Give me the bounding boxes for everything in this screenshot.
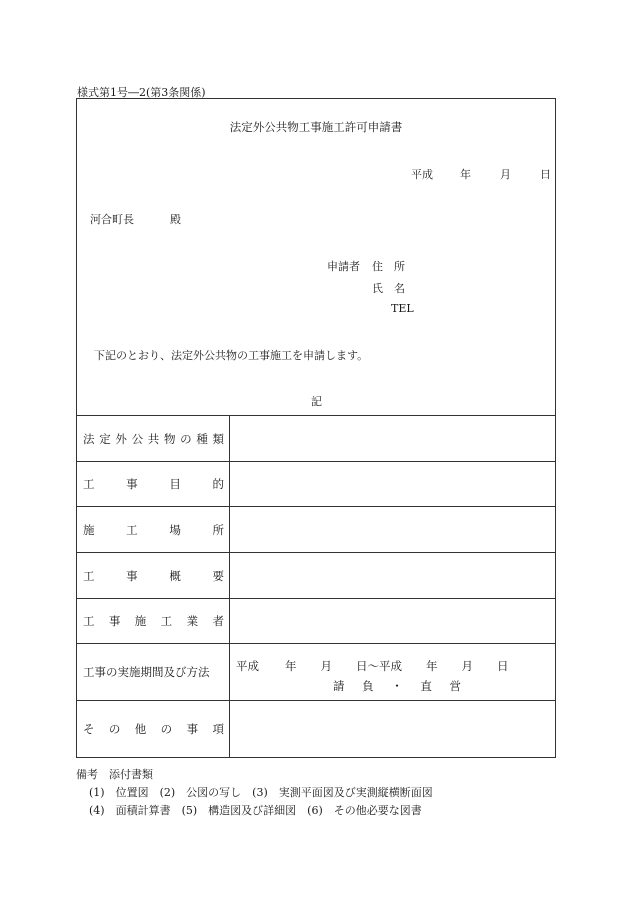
label-char: 項 [212,721,224,736]
method-char: ・ [391,679,403,693]
label-char: の [180,431,192,446]
ki-heading: 記 [311,395,322,408]
label-char: 施 [83,522,95,537]
label-char: 他 [134,721,147,736]
period-start-year: 年 [285,659,297,673]
label-char: 工 [160,614,173,628]
label-char: 概 [169,568,181,583]
period-end-year: 年 [426,659,438,673]
label-char: 所 [212,522,224,537]
label-char: 物 [163,431,176,446]
form-number-label: 様式第1号―2(第3条関係) [77,86,206,99]
period-start-month: 月 [320,659,332,673]
table-row [77,507,555,553]
table-row [77,644,555,701]
label-char: 工 [83,477,95,491]
label-char: の [160,721,173,736]
table-row [77,701,555,757]
label-char: そ [83,721,95,736]
period-start-day-end-era: 日～平成 [356,659,402,673]
label-char: 工 [126,522,138,537]
label-char: 的 [212,477,224,491]
method-char: 負 [362,679,374,693]
applicant-label: 申請者 [327,260,360,273]
label-char: 事 [126,568,138,583]
period-line [230,658,555,674]
row-label-other-matters [83,721,224,737]
date-day-label: 日 [540,168,551,181]
label-char: 場 [169,522,181,537]
applicant-tel-label[interactable]: TEL [391,302,414,315]
label-char: 目 [169,477,181,491]
table-row [77,416,555,462]
label-char: 事 [126,477,138,491]
label-char: 事 [186,721,199,736]
table-row [77,462,555,507]
label-char: 類 [212,431,224,446]
method-options[interactable] [333,678,461,694]
value-period-method[interactable] [230,644,556,701]
method-char: 営 [449,679,461,693]
label-char: の [108,721,121,736]
addressee-name: 河合町長 [90,213,134,226]
label-char: 公 [131,431,144,446]
value-other-matters[interactable] [230,701,556,757]
row-label-work-location [83,522,224,538]
value-public-property-type[interactable] [230,416,556,462]
period-end-month: 月 [461,659,473,673]
value-work-summary[interactable] [230,553,556,599]
row-label-period-method: 工事の実施期間及び方法 [83,665,210,679]
date-year-label: 年 [460,168,471,181]
row-label-work-purpose [83,476,224,492]
period-start-era: 平成 [236,659,259,673]
date-month-label: 月 [500,168,511,181]
addressee [90,211,181,227]
application-form-frame [76,98,556,758]
value-contractor[interactable] [230,599,556,644]
table-row [77,599,555,644]
row-label-public-property-type [83,431,224,447]
method-char: 直 [420,679,432,693]
notes-attachments-line2: (4) 面積計算書 (5) 構造図及び詳細図 (6) その他必要な図書 [89,804,422,817]
label-char: 共 [147,431,160,446]
period-end-day: 日 [497,659,509,673]
label-char: 工 [83,614,95,628]
label-char: 法 [83,431,95,446]
form-title: 法定外公共物工事施工許可申請書 [229,120,403,134]
application-statement: 下記のとおり、法定外公共物の工事施工を申請します。 [94,349,369,362]
label-char: 者 [212,614,224,628]
label-char: 外 [115,431,127,446]
honorific: 殿 [170,213,181,226]
label-char: 種 [196,431,208,446]
application-date[interactable] [411,166,551,182]
notes-attachments-line1: (1) 位置図 (2) 公図の写し (3) 実測平面図及び実測縦横断面図 [89,786,433,799]
application-details-table [77,415,555,757]
notes-section [76,766,433,820]
table-row [77,553,555,599]
label-char: 定 [99,431,111,446]
value-work-purpose[interactable] [230,462,556,507]
notes-title: 備考 添付書類 [76,768,153,781]
label-char: 事 [108,614,121,628]
label-char: 工 [83,568,95,583]
label-char: 施 [134,614,147,628]
date-era: 平成 [411,168,433,181]
value-work-location[interactable] [230,507,556,553]
applicant-name-label[interactable]: 氏 名 [372,282,405,295]
label-char: 要 [212,568,224,583]
method-char: 請 [333,679,345,693]
applicant-address-label[interactable]: 住 所 [372,260,405,273]
label-char: 業 [186,614,199,628]
row-label-contractor [83,613,224,629]
row-label-work-summary [83,568,224,584]
